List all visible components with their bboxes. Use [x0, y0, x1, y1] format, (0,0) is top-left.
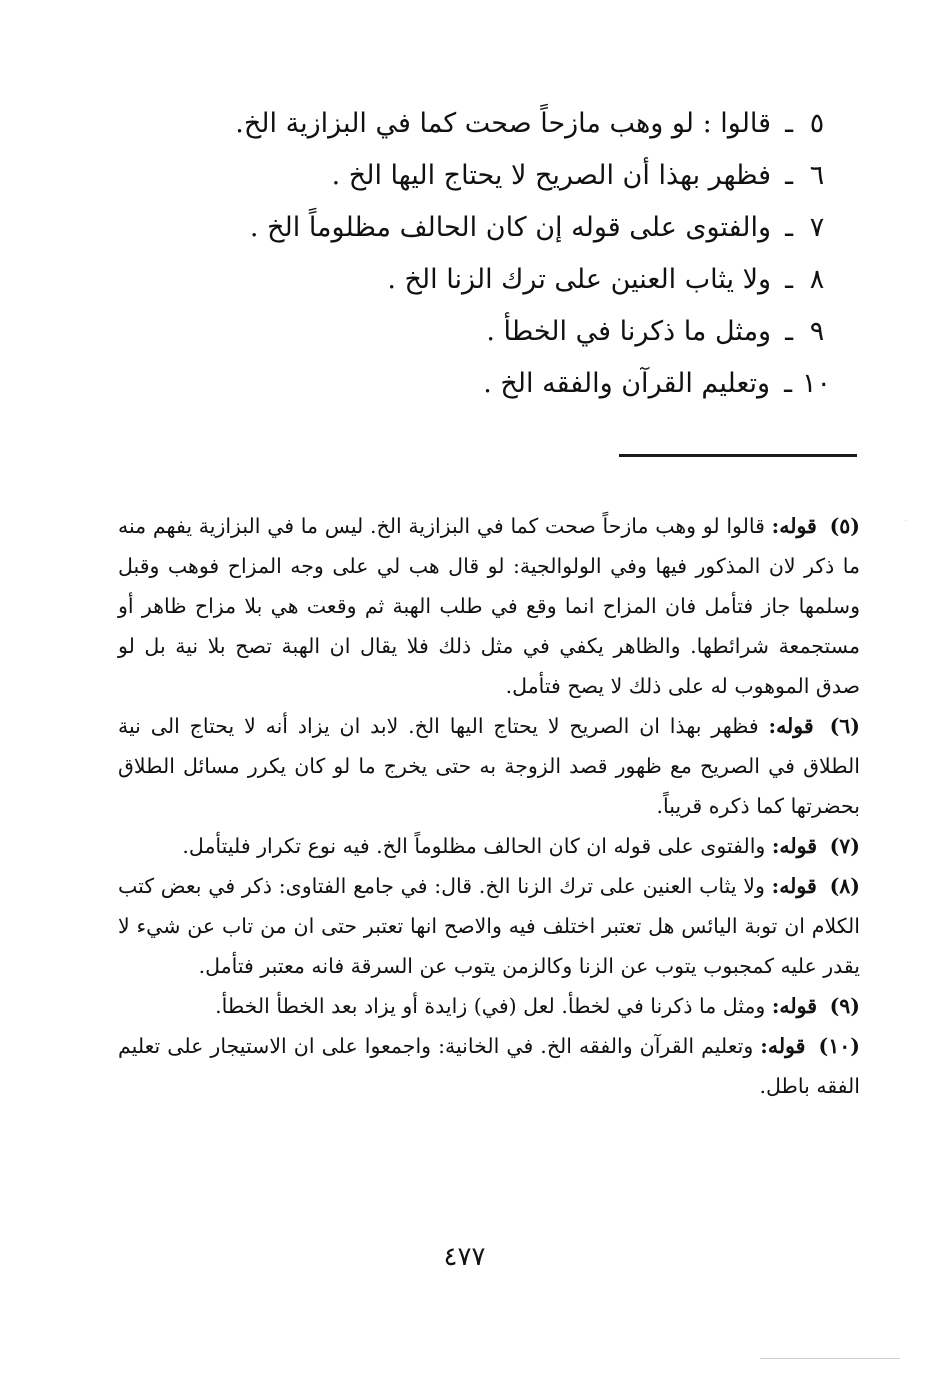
footnote-text: والفتوى على قوله ان كان الحالف مظلوماً الخ. فيه نوع تكرار فليتأمل.	[182, 834, 766, 858]
footnote-7	[118, 826, 860, 866]
footnote-ref: (٧)	[829, 834, 860, 858]
item-number: ٨	[809, 264, 825, 295]
footnote-text: وتعليم القرآن والفقه الخ. في الخانية: واجمعوا على ان الاستيجار على تعليم الفقه باطل.	[118, 1034, 860, 1098]
footnote-ref: (١٠)	[818, 1034, 860, 1058]
footnote-5	[118, 506, 860, 706]
footnote-label: قوله:	[771, 514, 817, 538]
footnote-text: ولا يثاب العنين على ترك الزنا الخ. قال: في جامع الفتاوى: ذكر في بعض كتب الكلام ان توبة اليائس هل تعتبر اختلف فيه والاصح انها تعتبر حتى ان من تاب عن شيء لا يقدر عليه كمجبوب يتوب عن الزنا وكالزمن يتوب عن السرقة فانه معتبر فتأمل.	[118, 874, 860, 978]
main-item-10	[131, 358, 831, 410]
item-text: وتعليم القرآن والفقه الخ .	[483, 368, 771, 399]
page-number: ٤٧٧	[443, 1242, 486, 1272]
item-number: ٦	[809, 160, 825, 191]
item-number: ٩	[809, 316, 825, 347]
footnote-8	[118, 866, 860, 986]
item-dash: ـ	[785, 264, 793, 295]
scan-speck	[760, 1358, 900, 1359]
footnote-ref: (٨)	[829, 874, 860, 898]
main-item-9	[131, 306, 831, 358]
item-dash: ـ	[785, 212, 793, 243]
main-item-8	[131, 254, 831, 306]
footnote-label: قوله:	[771, 994, 818, 1018]
item-text: قالوا : لو وهب مازحاً صحت كما في البزازية الخ.	[235, 108, 772, 139]
footnote-9	[118, 986, 860, 1026]
footnote-label: قوله:	[771, 874, 817, 898]
item-number: ٧	[809, 212, 825, 243]
footnote-ref: (٩)	[829, 994, 860, 1018]
main-text-list	[131, 98, 831, 410]
item-text: فظهر بهذا أن الصريح لا يحتاج اليها الخ .	[331, 160, 772, 191]
footnotes-section	[118, 506, 860, 1106]
item-text: ولا يثاب العنين على ترك الزنا الخ .	[387, 264, 772, 295]
footnote-text: قالوا لو وهب مازحاً صحت كما في البزازية الخ. ليس ما في البزازية يفهم منه ما ذكر لان المذكور فيها وفي الولوالجية: لو قال هب لي على وجه المزاح فوهب وقبل وسلمها جاز فتأمل فان المزاح انما وقع في طلب الهبة ثم وقعت هي بلا مزاح ظاهر أو مستجمعة شرائطها. والظاهر يكفي في مثل ذلك فلا يقال ان الهبة تصح بلا نية بل لو صدق الموهوب له على ذلك لا يصح فتأمل.	[118, 514, 860, 698]
scan-speck	[905, 520, 906, 521]
footnote-text: ومثل ما ذكرنا في لخطأ. لعل (في) زايدة أو يزاد بعد الخطأ الخطأ.	[215, 994, 766, 1018]
main-item-7	[131, 202, 831, 254]
item-number: ٥	[809, 108, 825, 139]
footnote-label: قوله:	[760, 1034, 806, 1058]
footnote-text: فظهر بهذا ان الصريح لا يحتاج اليها الخ. لابد ان يزاد أنه لا يحتاج الى نية الطلاق في الصريح مع ظهور قصد الزوجة به حتى يخرج ما لو كان يكرر مسائل الطلاق بحضرتها كما ذكره قريباً.	[118, 714, 860, 818]
main-item-5	[131, 98, 831, 150]
item-dash: ـ	[785, 108, 793, 139]
footnote-6	[118, 706, 860, 826]
footnote-ref: (٦)	[829, 714, 860, 738]
main-item-6	[131, 150, 831, 202]
footnote-label: قوله:	[771, 834, 818, 858]
footnote-label: قوله:	[768, 714, 814, 738]
item-dash: ـ	[785, 160, 793, 191]
item-dash: ـ	[785, 316, 793, 347]
item-text: ومثل ما ذكرنا في الخطأ .	[486, 316, 772, 347]
item-number: ١٠	[801, 368, 831, 399]
item-text: والفتوى على قوله إن كان الحالف مظلوماً الخ .	[249, 212, 772, 243]
item-dash: ـ	[784, 368, 792, 399]
footnote-divider	[619, 454, 857, 457]
footnote-10	[118, 1026, 860, 1106]
footnote-ref: (٥)	[829, 514, 860, 538]
